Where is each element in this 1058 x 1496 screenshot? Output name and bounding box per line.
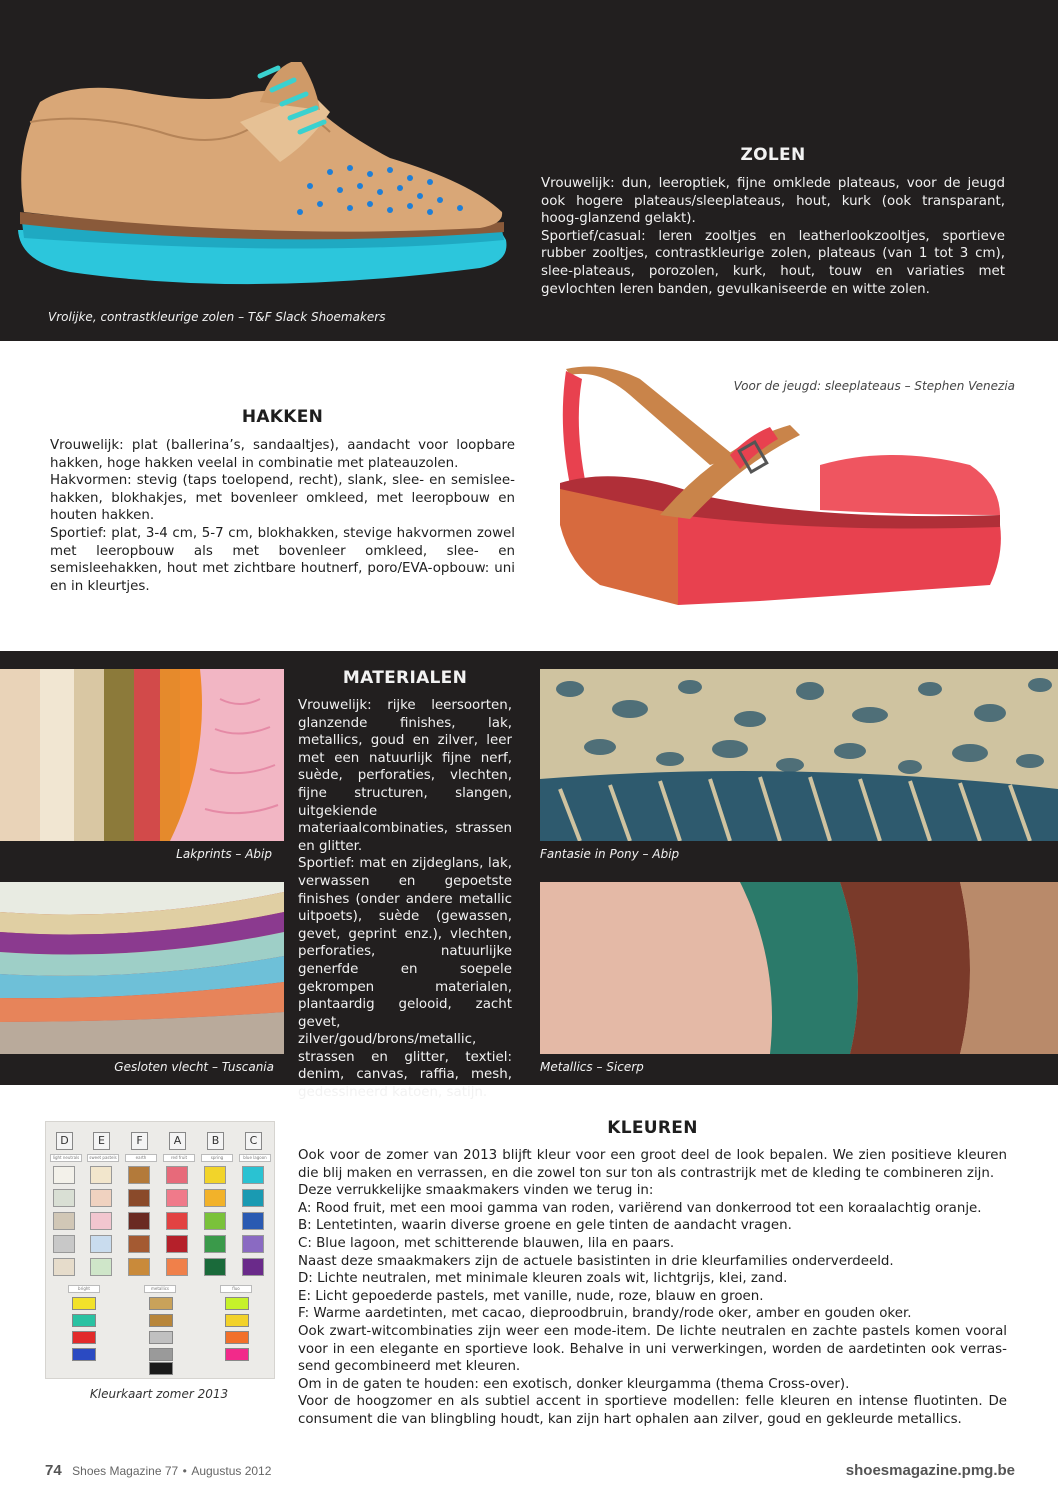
swatch [166, 1212, 188, 1230]
materialen-paragraph-1: Vrouwelijk: rijke leersoorten, glanzende finishes, lak, metallics, goud en zilver, leer met een natuurlijk fijne nerf, suède, perforaties, vlechten, fijne structuren, slangen, uitgekiende materiaalcombinaties, strassen en glitter. [298, 698, 512, 854]
swatch [90, 1258, 112, 1276]
zolen-heading: ZOLEN [740, 145, 806, 165]
swatch [90, 1235, 112, 1253]
fantasie-pony-caption: Fantasie in Pony – Abip [540, 847, 680, 861]
swatch [204, 1166, 226, 1184]
hakken-photo-caption: Voor de jeugd: sleeplateaus – Stephen Venezia [733, 379, 1015, 393]
column-a-header: A [169, 1132, 186, 1150]
swatch [204, 1258, 226, 1276]
materialen-paragraph-2: Sportief: mat en zijdeglans, lak, verwassen en gepoetste finishes (onder andere metallic uitpoets), suède (gewassen, gevet, geprint enz.), vlechten, perforaties, natuurlijke generfde en soepele gekrompen materialen, plantaardig gelooid, zacht gevet, zilver/goud/brons/metallic, strassen en glitter, textiel: denim, canvas, raffia, mesh, gedessineerd katoen, satijn. [298, 856, 512, 1101]
zolen-paragraph-1: Vrouwelijk: dun, leeroptiek, fijne omklede plateaus, voor de jeugd ook hogere plateaus/sleeplateaus, hout, kurk (ook transparant, hoog-glanzend gelakt). [541, 176, 1005, 227]
fluo-chip [225, 1297, 249, 1310]
kleuren-paragraph-1: Ook voor de zomer van 2013 blijft kleur voor een groot deel de look bepalen. We zien positieve kleuren die blij maken en verrassen, en die zowel ton sur ton als contrastrijk met de kleding te combineren zijn. [298, 1148, 1007, 1181]
column-e-header: E [93, 1132, 110, 1150]
gesloten-vlecht-photo [0, 882, 284, 1054]
swatch [166, 1235, 188, 1253]
swatch [53, 1166, 75, 1184]
lakprints-caption: Lakprints – Abip [176, 847, 272, 861]
swatch [90, 1212, 112, 1230]
swatch [242, 1166, 264, 1184]
website-link[interactable]: shoesmagazine.pmg.be [845, 1462, 1015, 1479]
column-b-header: B [207, 1132, 224, 1150]
swatch [166, 1166, 188, 1184]
column-d-header: D [56, 1132, 73, 1150]
column-f-label: earth [125, 1154, 157, 1162]
swatch [53, 1235, 75, 1253]
materialen-heading: MATERIALEN [342, 668, 468, 688]
shoe-photo [10, 62, 515, 302]
gesloten-vlecht-caption: Gesloten vlecht – Tuscania [114, 1060, 274, 1074]
bright-chip [72, 1348, 96, 1361]
metallic-chip [149, 1348, 173, 1361]
swatch [204, 1235, 226, 1253]
swatch [204, 1212, 226, 1230]
swatch [242, 1258, 264, 1276]
swatch [53, 1258, 75, 1276]
zolen-paragraph-2: Sportief/casual: leren zooltjes en leatherlookzooltjes, sportieve rubber zooltjes, contrastkleurige zolen, plateaus (van 1 tot 3 cm), slee-plateaus, porozolen, kurk, hout, touw en variaties met gevlochten leren banden, gevulkaniseerde en witte zolen. [541, 228, 1005, 297]
lakprints-photo [0, 669, 284, 841]
kleuren-paragraph-2: Deze verrukkelijke smaakmakers vinden we terug in: [298, 1183, 654, 1199]
swatch [128, 1235, 150, 1253]
metallics-label: metallics [144, 1285, 176, 1293]
fluo-label: fluo [220, 1285, 252, 1293]
swatch [53, 1212, 75, 1230]
swatch [90, 1189, 112, 1207]
kleuren-paragraph-4: B: Lentetinten, waarin diverse groene en gele tinten de aandacht vragen. [298, 1218, 792, 1234]
column-d-label: light neutrals [50, 1154, 82, 1162]
kleuren-paragraph-6: Naast deze smaakmakers zijn de actuele basistinten in drie kleurfamilies onderverdeeld. [298, 1253, 894, 1269]
issue-date: Augustus 2012 [191, 1464, 272, 1478]
column-c-header: C [245, 1132, 262, 1150]
page-number: 74 [45, 1462, 62, 1479]
kleuren-paragraph-5: C: Blue lagoon, met schitterende blauwen, lila en paars. [298, 1235, 675, 1251]
metallics-photo [540, 882, 1058, 1054]
metallic-chip [149, 1297, 173, 1310]
swatch [128, 1212, 150, 1230]
kleuren-paragraph-3: A: Rood fruit, met een mooi gamma van roden, variërend van donkerrood tot een koraalachtig oranje. [298, 1200, 982, 1216]
kleuren-paragraph-9: F: Warme aardetinten, met cacao, dieproodbruin, brandy/rode oker, amber en gouden oker. [298, 1306, 912, 1322]
footer-bullet: • [182, 1464, 187, 1478]
bright-label: bright [68, 1285, 100, 1293]
swatch [166, 1258, 188, 1276]
column-a-label: red fruit [163, 1154, 195, 1162]
hakken-paragraph-3: Sportief: plat, 3-4 cm, 5-7 cm, blokhakken, stevige hakvormen zowel met leeropbouw als met bovenleer omkleed, slee- en semisleehakken, hout met zichtbare houtnerf, poro/EVA-opbouw: uni en in kleurtjes. [50, 525, 515, 594]
bright-chip [72, 1314, 96, 1327]
hakken-paragraph-1: Vrouwelijk: plat (ballerina’s, sandaaltjes), aandacht voor loopbare hakken, hoge hakken veelal in combinatie met plateauzolen. [50, 438, 515, 471]
kleuren-paragraph-7: D: Lichte neutralen, met minimale kleuren zoals wit, lichtgrijs, klei, zand. [298, 1271, 788, 1287]
swatch [90, 1166, 112, 1184]
metallic-chip [149, 1314, 173, 1327]
kleuren-paragraph-11: Om in de gaten te houden: een exotisch, donker kleurgamma (thema Cross-over). [298, 1376, 850, 1392]
swatch [204, 1189, 226, 1207]
fantasie-pony-photo [540, 669, 1058, 841]
metallics-caption: Metallics – Sicerp [540, 1060, 644, 1074]
color-chart-caption: Kleurkaart zomer 2013 [89, 1387, 229, 1401]
zolen-text [541, 175, 1005, 298]
swatch [242, 1235, 264, 1253]
zolen-photo-caption: Vrolijke, contrastkleurige zolen – T&F Slack Shoemakers [48, 310, 386, 324]
fluo-chip [225, 1331, 249, 1344]
hakken-text [50, 437, 515, 595]
swatch [242, 1189, 264, 1207]
metallic-chip [149, 1331, 173, 1344]
kleuren-paragraph-8: E: Licht gepoederde pastels, met vanille, nude, roze, blauw en groen. [298, 1288, 764, 1304]
materialen-text [298, 697, 512, 1102]
kleuren-paragraph-12: Voor de hoogzomer en als subtiel accent in sportieve modellen: felle kleuren en intense fluotinten. De consument die van blingbling houdt, kan zijn hart ophalen aan zilver, goud en gekleurde metallics. [298, 1394, 1007, 1427]
column-e-label: sweet pastels [87, 1154, 119, 1162]
column-b-label: spring [201, 1154, 233, 1162]
kleuren-paragraph-10: Ook zwart-witcombinaties zijn weer een mode-item. De lichte neutralen en zachte pastels komen vooral voor in een elegante en sportieve look. Behalve in uni verwerkingen, worden de aardetinten ook verras-send gecombineerd met kleuren. [298, 1323, 1007, 1375]
swatch [128, 1258, 150, 1276]
swatch [53, 1189, 75, 1207]
swatch [128, 1189, 150, 1207]
color-chart [45, 1121, 275, 1379]
bright-chip [72, 1331, 96, 1344]
swatch [166, 1189, 188, 1207]
kleuren-heading: KLEUREN [607, 1118, 698, 1138]
hakken-paragraph-2: Hakvormen: stevig (taps toelopend, recht), slank, slee- en semislee-hakken, blokhakjes, met bovenleer omkleed, met leeropbouw en houten hakken. [50, 473, 515, 524]
swatch [128, 1166, 150, 1184]
hakken-heading: HAKKEN [241, 407, 324, 427]
fluo-chip [225, 1348, 249, 1361]
bright-chip [72, 1297, 96, 1310]
metallic-chip [149, 1362, 173, 1375]
column-f-header: F [131, 1132, 148, 1150]
sandal-photo [560, 365, 1005, 615]
kleuren-text [298, 1147, 1007, 1429]
swatch [242, 1212, 264, 1230]
fluo-chip [225, 1314, 249, 1327]
magazine-name: Shoes Magazine 77 [72, 1464, 179, 1478]
footer [45, 1462, 1015, 1484]
column-c-label: blue lagoon [239, 1154, 271, 1162]
